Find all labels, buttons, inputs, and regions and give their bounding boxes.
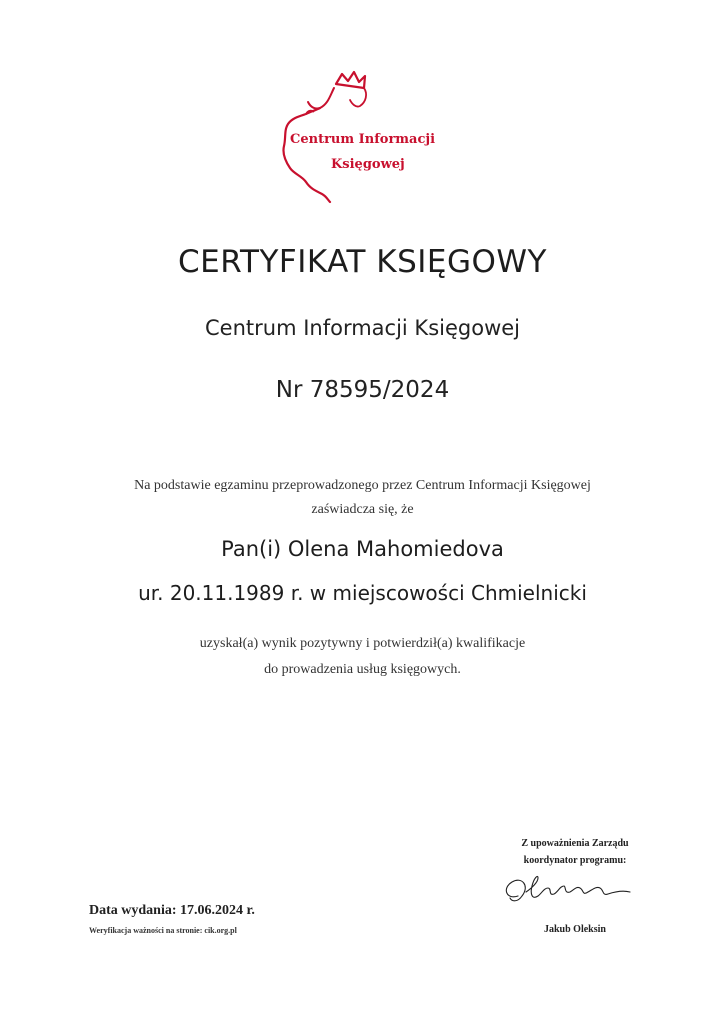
handwritten-signature: [488, 866, 638, 916]
verification-note: Weryfikacja ważności na stronie: cik.org.pl: [89, 926, 237, 935]
intro-text-line2: zaświadcza się, że: [311, 502, 414, 517]
signer-name: Jakub Oleksin: [544, 924, 606, 935]
logo-text-line2: Księgowej: [331, 157, 405, 172]
holder-birth-info: ur. 20.11.1989 r. w miejscowości Chmielnicki: [138, 581, 587, 605]
authority-line1: Z upoważnienia Zarządu: [521, 838, 629, 849]
certificate-title: CERTYFIKAT KSIĘGOWY: [178, 244, 547, 280]
logo-text-line1: Centrum Informacji: [290, 132, 436, 147]
organization-logo: [270, 66, 460, 206]
holder-name: Pan(i) Olena Mahomiedova: [221, 537, 504, 561]
authority-line2: koordynator programu:: [523, 855, 627, 866]
issue-date: Data wydania: 17.06.2024 r.: [89, 903, 255, 918]
result-text-line2: do prowadzenia usług księgowych.: [264, 662, 461, 677]
certificate-number: Nr 78595/2024: [275, 377, 450, 403]
intro-text-line1: Na podstawie egzaminu przeprowadzonego przez Centrum Informacji Księgowej: [134, 478, 591, 493]
organization-name: Centrum Informacji Księgowej: [205, 316, 520, 340]
result-text-line1: uzyskał(a) wynik pozytywny i potwierdził(a) kwalifikacje: [199, 636, 526, 651]
